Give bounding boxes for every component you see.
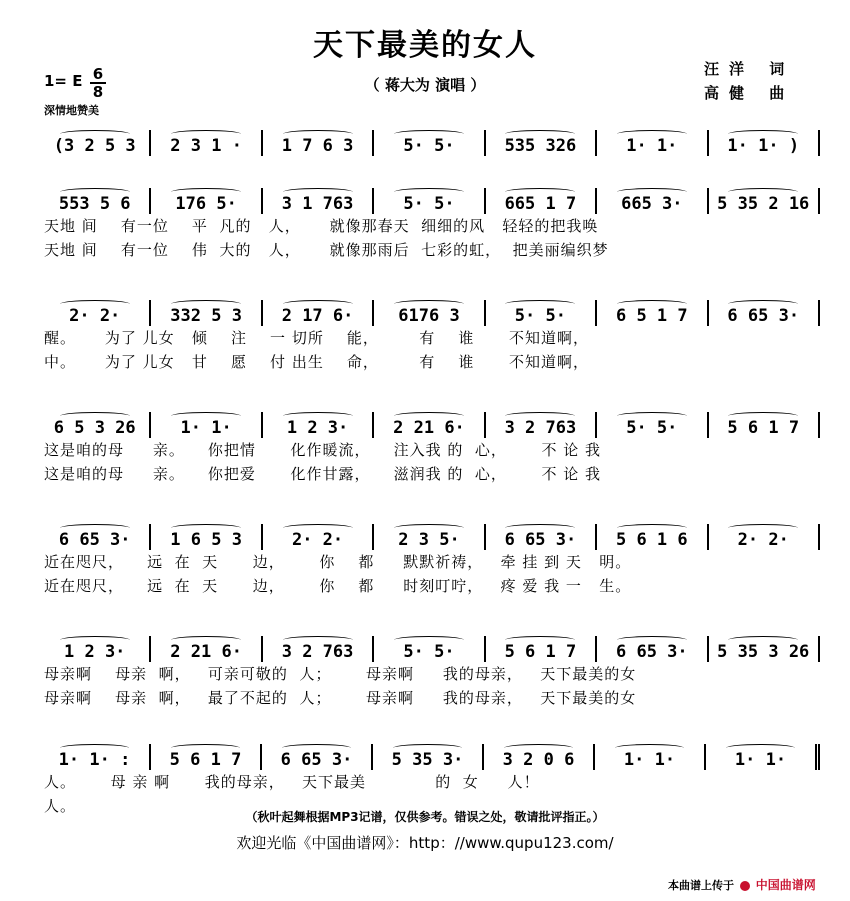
time-signature [90, 66, 106, 100]
meter-bottom: 8 [92, 83, 104, 101]
welcome-link[interactable]: 欢迎光临《中国曲谱网》：http：//www.qupu123.com/ [236, 834, 614, 852]
measure: 5· 5· [374, 188, 485, 214]
score-system [40, 524, 820, 598]
score-system [40, 636, 820, 710]
measure: 1 6 5 3 [151, 524, 262, 550]
measure: 2· 2· [709, 524, 820, 550]
measure: 2 3 1 · [151, 130, 262, 156]
measure: 1 2 3· [263, 412, 374, 438]
upload-footer [668, 876, 816, 893]
lyric-line: 醒。 为了 儿女 倾 注 一 切所 能， 有 谁 不知道啊， [44, 329, 589, 347]
score-system [40, 744, 820, 818]
measure: 3 2 763 [486, 412, 597, 438]
measure: 553 5 6 [40, 188, 151, 214]
lyric-line: 母亲啊 母亲 啊， 最了不起的 人； 母亲啊 我的母亲， 天下最美的女 [44, 689, 637, 707]
measure: 1· 1· [151, 412, 262, 438]
measure: 6 65 3· [709, 300, 820, 326]
measure: 1 2 3· [40, 636, 151, 662]
measure: 2· 2· [40, 300, 151, 326]
measure: 5 35 2 16 [709, 188, 820, 214]
measure: 665 1 7 [486, 188, 597, 214]
measure: (3 2 5 3 [40, 130, 151, 156]
meter-top: 6 [92, 65, 104, 83]
score-system [40, 188, 820, 262]
measure: 176 5· [151, 188, 262, 214]
measure: 1· 1· [595, 744, 706, 770]
measure: 5 6 1 6 [597, 524, 708, 550]
measure-row [40, 130, 820, 156]
expression-mark: 深情地赞美 [44, 104, 99, 117]
measure: 1· 1· [597, 130, 708, 156]
measure: 6 65 3· [486, 524, 597, 550]
lyric-line: 这是咱的母 亲。 你把爱 化作甘露， 滋润我 的 心， 不 论 我 [44, 465, 602, 483]
lyric-line: 近在咫尺， 远 在 天 边， 你 都 时刻叮咛， 疼 爱 我 一 生。 [44, 577, 632, 595]
score-system [40, 300, 820, 374]
measure: 1 7 6 3 [263, 130, 374, 156]
measure: 6 65 3· [597, 636, 708, 662]
measure: 3 2 763 [263, 636, 374, 662]
key-signature: 1= E [44, 72, 83, 90]
measure: 2 17 6· [263, 300, 374, 326]
measure-row [40, 300, 820, 326]
upload-text: 本曲谱上传于 [668, 879, 734, 892]
measure: 535 326 [486, 130, 597, 156]
measure: 5 35 3 26 [709, 636, 820, 662]
lyric-line: 人。 母 亲 啊 我的母亲， 天下最美 的 女 人！ [44, 773, 540, 791]
measure: 665 3· [597, 188, 708, 214]
measure: 5· 5· [374, 130, 485, 156]
measure: 2 21 6· [151, 636, 262, 662]
score-system [40, 412, 820, 486]
measure: 1· 1· [706, 744, 820, 770]
measure: 6 65 3· [262, 744, 373, 770]
measure-row [40, 636, 820, 662]
lyric-line: 近在咫尺， 远 在 天 边， 你 都 默默祈祷， 牵 挂 到 天 明。 [44, 553, 632, 571]
measure: 3 2 0 6 [484, 744, 595, 770]
measure: 5· 5· [486, 300, 597, 326]
song-title: 天下最美的女人 [313, 28, 537, 63]
measure: 5 6 1 7 [709, 412, 820, 438]
measure: 6 65 3· [40, 524, 151, 550]
transcription-note: （秋叶起舞根据MP3记谱，仅供参考。错误之处，敬请批评指正。） [245, 810, 605, 824]
measure: 2 21 6· [374, 412, 485, 438]
lyric-line: 中。 为了 儿女 甘 愿 付 出生 命， 有 谁 不知道啊， [44, 353, 589, 371]
measure: 2· 2· [263, 524, 374, 550]
measure: 6 5 3 26 [40, 412, 151, 438]
site-logo-icon [740, 881, 750, 891]
measure-row [40, 188, 820, 214]
score-system [40, 130, 820, 156]
measure: 5 6 1 7 [151, 744, 262, 770]
lyric-line: 天地 间 有一位 平 凡的 人， 就像那春天 细细的风 轻轻的把我唤 [44, 217, 599, 235]
measure: 5· 5· [374, 636, 485, 662]
measure: 6 5 1 7 [597, 300, 708, 326]
measure: 3 1 763 [263, 188, 374, 214]
lyricist-credit: 汪洋 词 [704, 60, 795, 78]
lyric-line: 母亲啊 母亲 啊， 可亲可敬的 人； 母亲啊 我的母亲， 天下最美的女 [44, 665, 637, 683]
lyric-line: 这是咱的母 亲。 你把情 化作暖流， 注入我 的 心， 不 论 我 [44, 441, 602, 459]
singer-subtitle: （ 蒋大为 演唱 ） [364, 76, 486, 94]
measure-row [40, 524, 820, 550]
composer-credit: 高健 曲 [704, 84, 795, 102]
lyric-line: 人。 [44, 797, 77, 815]
measure-row [40, 412, 820, 438]
lyric-line: 天地 间 有一位 伟 大的 人， 就像那雨后 七彩的虹， 把美丽编织梦 [44, 241, 609, 259]
measure: 1· 1· : [40, 744, 151, 770]
measure-row [40, 744, 820, 770]
measure: 332 5 3 [151, 300, 262, 326]
measure: 6176 3 [374, 300, 485, 326]
measure: 5· 5· [597, 412, 708, 438]
measure: 5 35 3· [373, 744, 484, 770]
measure: 5 6 1 7 [486, 636, 597, 662]
measure: 2 3 5· [374, 524, 485, 550]
site-name[interactable]: 中国曲谱网 [755, 878, 816, 892]
measure: 1· 1· ) [709, 130, 820, 156]
